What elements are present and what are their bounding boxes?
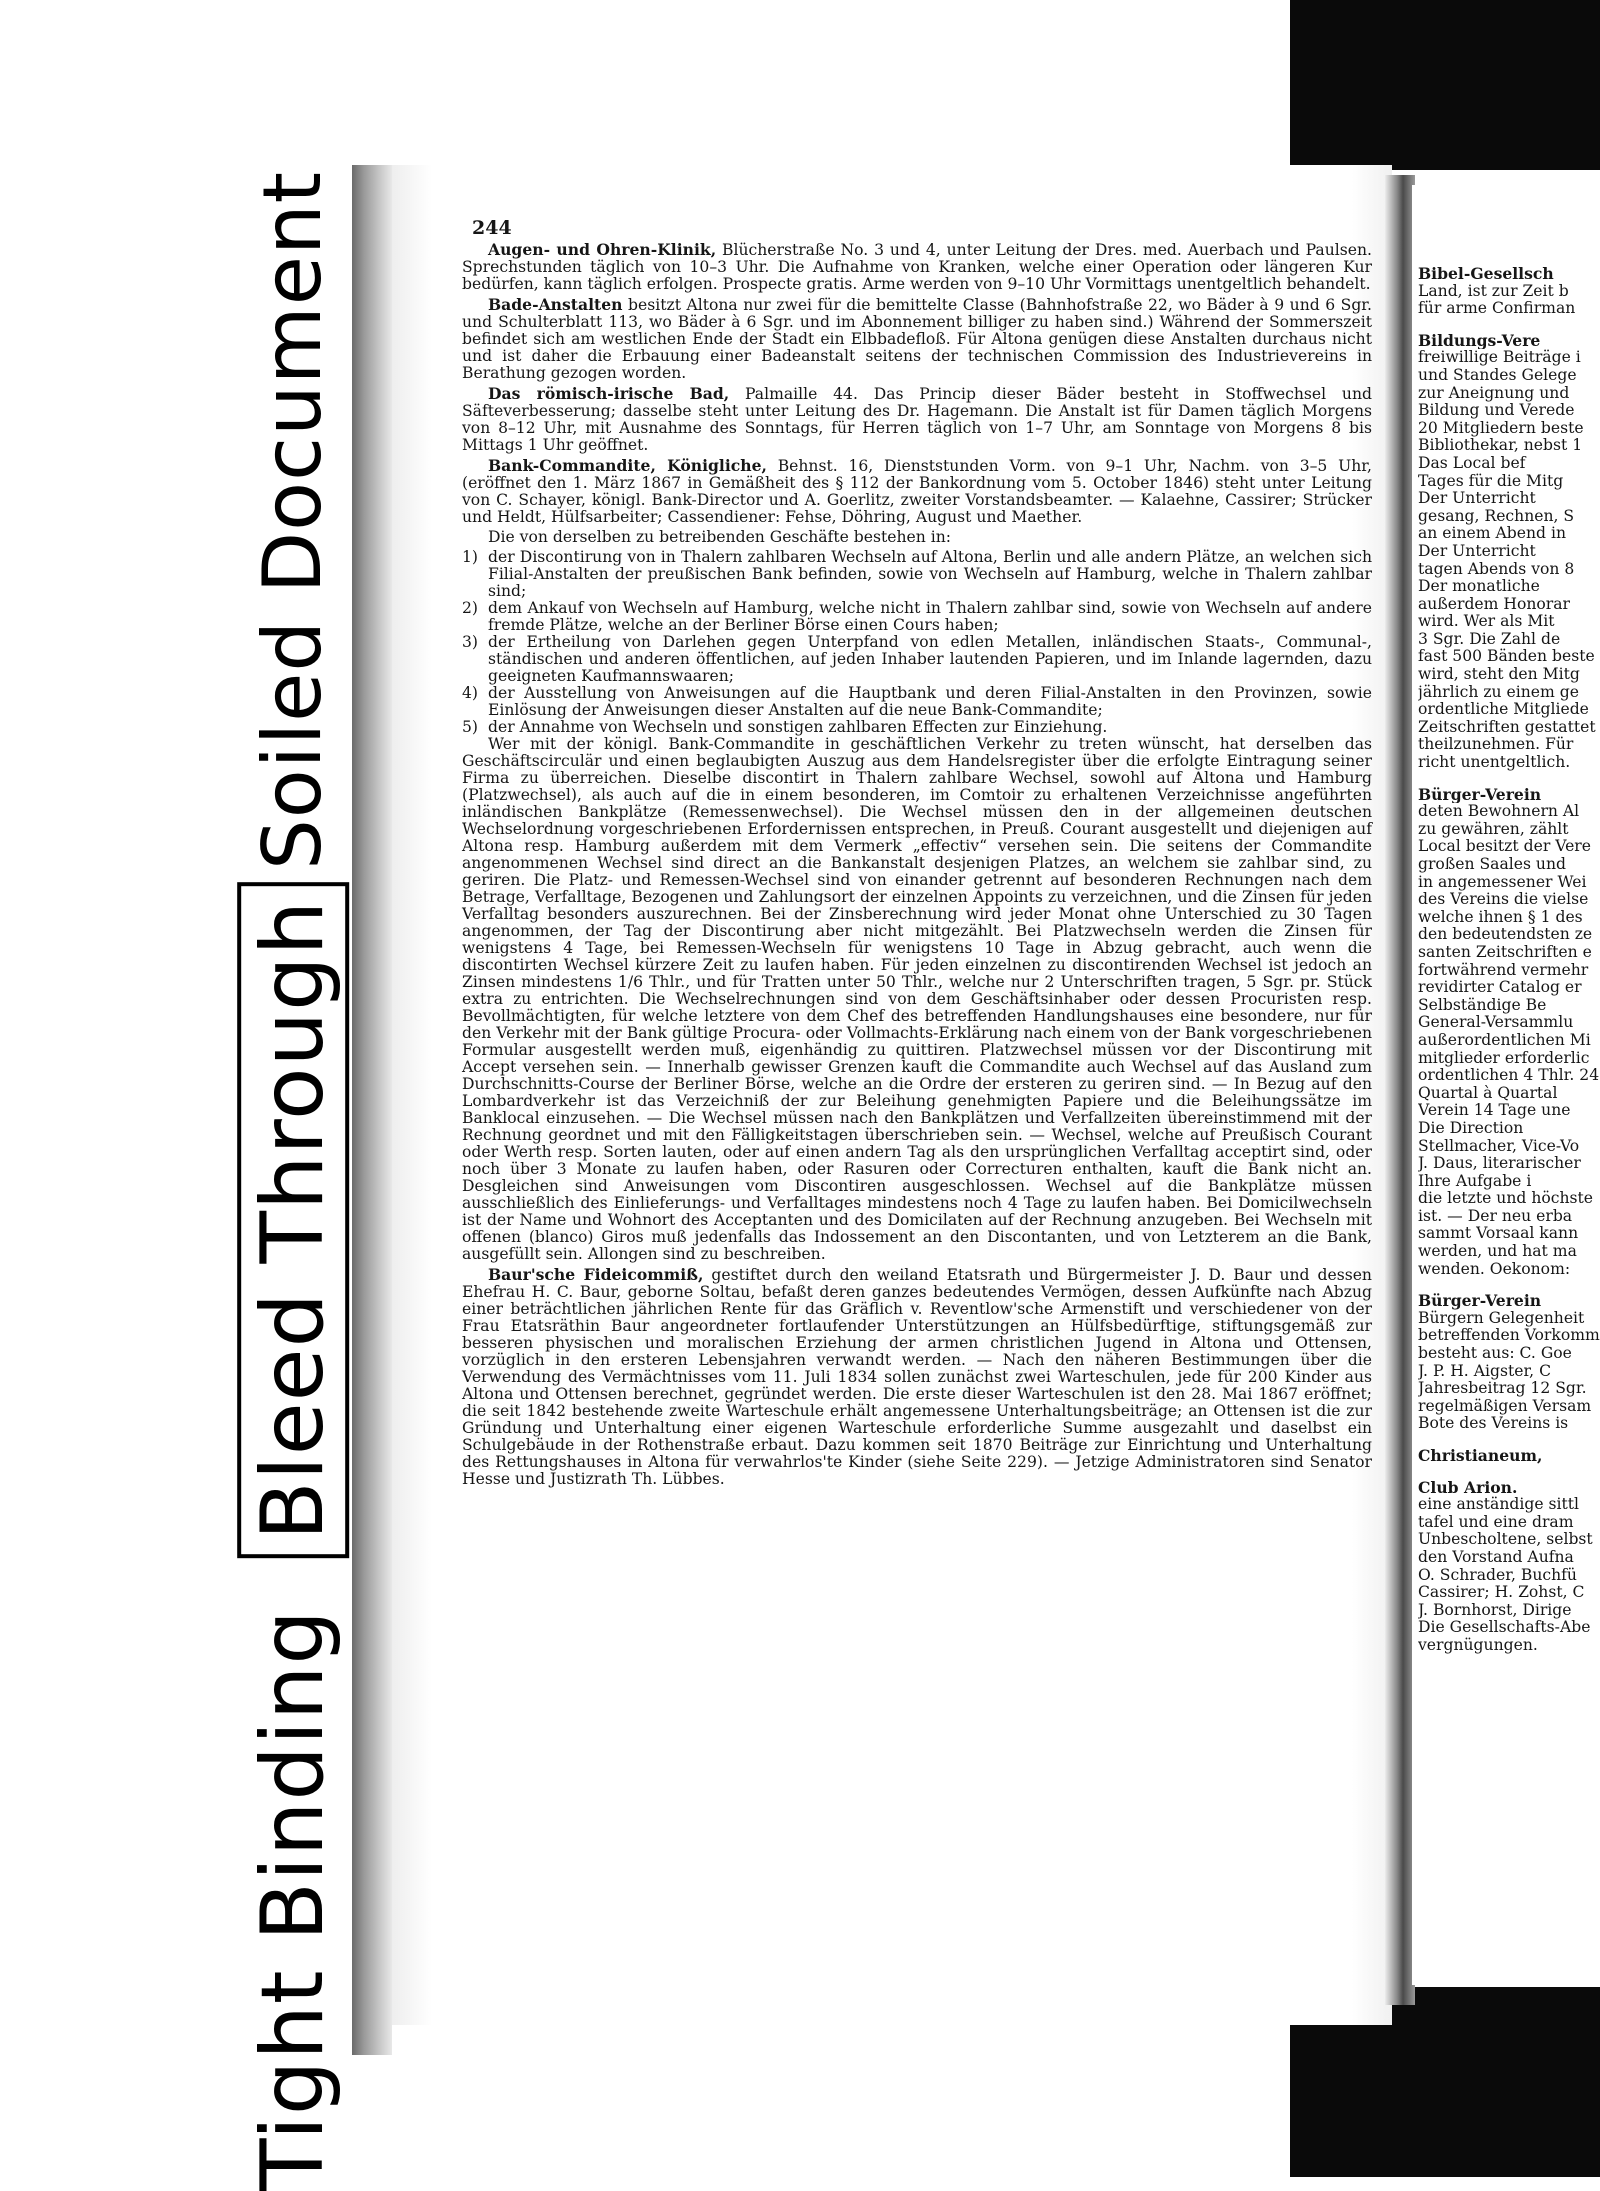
right-page-line: Cassirer; H. Zohst, C — [1418, 1584, 1585, 1602]
right-page-line: jährlich zu einem ge — [1418, 683, 1579, 701]
list-item: 3) der Ertheilung von Darlehen gegen Unterpfand von edlen Metallen, inländischen Staats-, Communal-, ständischen und anderen öffentlichen, auf jeden Inhaber lautenden Papieren, und im Inlande lagernden, dazu geeigneten Kaufmannswaaren; — [462, 633, 1372, 685]
right-page-line: außerdem Honorar — [1418, 595, 1571, 613]
right-page-line: J. Daus, literarischer — [1418, 1155, 1581, 1173]
right-page-line: deten Bewohnern Al — [1418, 803, 1580, 821]
right-page-heading: Bürger-Verein — [1418, 1292, 1542, 1310]
right-page-line: Selbständige Be — [1418, 996, 1547, 1014]
right-page-line: General-Versammlu — [1418, 1014, 1574, 1032]
right-page-line: ist. — Der neu erba — [1418, 1207, 1573, 1225]
right-page-line: Die Gesellschafts-Abe — [1418, 1619, 1591, 1637]
right-page-line: richt unentgeltlich. — [1418, 754, 1571, 772]
right-page-line: freiwillige Beiträge i — [1418, 349, 1581, 367]
right-page-line: Jahresbeitrag 12 Sgr. — [1418, 1380, 1587, 1398]
entry-text: Palmaille 44. Das Princip dieser Bäder besteht in Stoffwechsel und Säfteverbesserung; dasselbe steht unter Leitung des Dr. Hagemann. Die Anstalt ist für Damen täglich Morgens von 8–12 Uhr, mit Ausnahme des Sonntags, für Herren täglich von 1–7 Uhr, am Sonntage von Morgens 8 bis Mittags 1 Uhr geöffnet. — [462, 385, 1372, 454]
right-page-line: eine anständige sittl — [1418, 1496, 1580, 1514]
entry-heading: Das römisch-irische Bad, — [488, 384, 730, 403]
entry-text: Blücherstraße No. 3 und 4, unter Leitung der Dres. med. Auerbach und Paulsen. Sprechstunden täglich von 10–3 Uhr. Die Aufnahme von Kranken, welche einer Operation oder längeren Kur bedürfen, kann täglich erfolgen. Prospecte gratis. Arme werden von 9–10 Uhr Vormittags unentgeltlich behandelt. — [462, 241, 1372, 293]
page-gutter — [1385, 175, 1415, 2005]
right-page-line: wird, steht den Mitg — [1418, 666, 1580, 684]
right-page-line — [1418, 772, 1600, 786]
right-page-line: Quartal à Quartal — [1418, 1084, 1558, 1102]
entry-bank-commandite — [462, 457, 1372, 526]
right-page-line: des Vereins die vielse — [1418, 891, 1589, 909]
right-page-line: ordentliche Mitgliede — [1418, 701, 1589, 719]
right-page-line: Das Local bef — [1418, 454, 1526, 472]
black-border-top — [1290, 0, 1600, 170]
right-page-heading: Bibel-Gesellsch — [1418, 265, 1554, 283]
business-list — [462, 549, 1372, 736]
right-page-line: wenden. Oekonom: — [1418, 1260, 1571, 1278]
right-page-line: mitglieder erforderlic — [1418, 1049, 1590, 1067]
right-page-line: Verein 14 Tage une — [1418, 1102, 1571, 1120]
right-page — [1412, 185, 1600, 1985]
soiled-document-label: Soiled Document — [246, 170, 340, 870]
page-number: 244 — [472, 217, 512, 239]
entry-augen-klinik — [462, 241, 1372, 293]
right-page-heading: Club Arion. — [1418, 1478, 1518, 1497]
entry-baur-fideicommiss — [462, 1266, 1372, 1488]
right-page-line: 3 Sgr. Die Zahl de — [1418, 630, 1561, 648]
right-page-line: sammt Vorsaal kann — [1418, 1225, 1579, 1243]
right-page-line: zu gewähren, zählt — [1418, 820, 1569, 838]
bank-rules-paragraph: Wer mit der königl. Bank-Commandite in geschäftlichen Verkehr zu treten wünscht, hat derselben das Geschäftscirculär und einen beglaubigten Auszug aus dem Handelsregister über die erfolgte Eintragung seiner Firma zu überreichen. Dieselbe discontirt in Thalern zahlbare Wechsel, sowohl auf Altona und Hamburg (Platzwechsel), als auch auf die in einem besonderen, im Comtoir zu erhaltenen Verzeichnisse angeführten inländischen Bankplätze (Remessenwechsel). Die Wechsel müssen den in der allgemeinen deutschen Wechselordnung vorgeschriebenen Erfordernissen entsprechen, in Preuß. Courant ausgestellt und diejenigen auf Altona resp. Hamburg außerdem mit dem Vermerk „effectiv“ versehen sein. Die seitens der Commandite angenommenen Wechsel sind direct an die Bankanstalt desjenigen Platzes, an welchem sie zahlbar sind, zu geriren. Die Platz- und Remessen-Wechsel sind von einander getrennt auf besonderen Rechnungen nach dem Betrage, Verfalltage, Bezogenen und Zahlungsort der einzelnen Appoints zu verzeichnen, und die Zinsen für jeden Verfalltag besonders auszurechnen. Bei der Zinsberechnung wird jeder Monat ohne Unterschied zu 30 Tagen angenommen, der Tag der Discontirung aber nicht mitgezählt. Bei Platzwechseln werden die Zinsen für wenigstens 4 Tage, bei Remessen-Wechseln für wenigstens 10 Tage in Abzug gebracht, auch wenn die discontirten Wechsel kürzere Zeit zu laufen haben. Für jeden einzelnen zu discontirenden Wechsel ist jedoch an Zinsen mindestens 1/6 Thlr., und für Tratten unter 50 Thlr., welche nur 2 Unterschriften tragen, 5 Sgr. pr. Stück extra zu entrichten. Die Wechselrechnungen sind von dem Geschäftsinhaber oder dessen Procuristen resp. Bevollmächtigten, für welche letztere von dem Chef des betreffenden Handlungshauses eine besondere, nur für den Verkehr mit der Bank gültige Procura- oder Vollmachts-Erklärung nach einem von der Bank vorgeschriebenen Formular ausgestellt werden muß, eigenhändig zu quittiren. Platzwechsel müssen vor der Discontirung mit Accept versehen sein. — Innerhalb gewisser Grenzen kauft die Commandite auch Wechsel auf das Ausland zum Durchschnitts-Course der Berliner Börse, welche an die Ordre der ersteren zu geriren sind. — In Bezug auf den Lombardverkehr ist das Verzeichniß der zur Beleihung genehmigten Papiere und die Beleihungssätze im Banklocal einzusehen. — Die Wechsel müssen nach den Bankplätzen und Verfallzeiten übereinstimmend mit der Rechnung geordnet und mit den Fälligkeitstagen überschrieben sein. — Wechsel, welche auf Preußisch Courant oder Werth resp. Sorten lauten, oder auf einen andern Tag als den ursprünglichen Verfalltag acceptirt sind, oder noch über 3 Monate zu laufen haben, oder Rasuren oder Correcturen enthalten, kauft die Bank nicht an. Desgleichen sind Anweisungen vom Discontiren ausgeschlossen. Wechsel auf die Bankplätze müssen ausschließlich des Einlieferungs- und Verfalltages mindestens noch 4 Tage zu laufen haben. Bei Domicilwechseln ist der Name und Wohnort des Acceptanten und des Domicilaten auf der Rechnung anzugeben. Bei Wechseln mit offenen (blanco) Giros muß jedenfalls das Indossement an den Discontanten, und von Letzterem an die Bank, ausgefüllt sein. Allongen sind zu beschreiben. — [462, 735, 1372, 1263]
right-page-line: revidirter Catalog er — [1418, 979, 1582, 997]
entry-text: gestiftet durch den weiland Etatsrath und Bürgermeister J. D. Baur und dessen Ehefrau H. C. Baur, geborne Soltau, befaßt deren ganzes bedeutendes Vermögen, dessen Aufkünfte nach Abzug einer beträchtlichen jährlichen Rente für das Gräflich v. Reventlow'sche Armenstift und verschiedener von der Frau Etatsräthin Baur angeordneter fortlaufender Unterstützungen an Hülfsbedürftige, stiftungsgemäß zur besseren physischen und moralischen Erziehung der armen christlichen Jugend in Altona und Ottensen, vorzüglich in den ersteren Lebensjahren verwandt werden. — Nach den näheren Bestimmungen über die Verwendung des Vermächtnisses vom 11. Juli 1834 sollen zunächst zwei Warteschulen, jede für 200 Kinder aus Altona und Ottensen berechnet, gegründet werden. Die erste dieser Warteschulen ist den 28. Mai 1867 eröffnet; die seit 1842 bestehende zweite Warteschule erhält angemessene Unterhaltungsbeiträge; an Ottensen ist die zur Gründung und Unterhaltung einer eigenen Warteschule erforderliche Summe ausgezahlt und daselbst ein Schulgebäude in der Rothenstraße erbaut. Dazu kommen seit 1870 Beiträge zur Einrichtung und Unterhaltung des Rettungshauses in Altona für verwahrlos'te Kinder (siehe Seite 229). — Jetzige Administratoren sind Senator Hesse und Justizrath Th. Lübbes. — [462, 1266, 1372, 1488]
list-intro: Die von derselben zu betreibenden Geschäfte bestehen in: — [488, 528, 952, 546]
right-page-line: Stellmacher, Vice-Vo — [1418, 1137, 1580, 1155]
right-page-line: betreffenden Vorkomm — [1418, 1327, 1600, 1345]
entry-text: Behnst. 16, Dienststunden Vorm. von 9–1 Uhr, Nachm. von 3–5 Uhr, (eröffnet den 1. März 1867 in Gemäßheit des § 112 der Bankordnung vom 5. October 1846) steht unter Leitung von C. Schayer, königl. Bank-Director und A. Goerlitz, zweiter Vorstandsbeamter. — Kalaehne, Cassirer; Strücker und Heldt, Hülfsarbeiter; Cassendiener: Fehse, Döhring, August und Maether. — [462, 457, 1372, 526]
right-page-line: den bedeutendsten ze — [1418, 926, 1593, 944]
right-page-line — [1418, 1433, 1600, 1447]
right-page-heading: Bildungs-Vere — [1418, 331, 1541, 350]
right-page-line: ordentlichen 4 Thlr. 24 — [1418, 1067, 1600, 1085]
entry-roemisch-irische-bad — [462, 385, 1372, 454]
right-page-line: werden, und hat ma — [1418, 1243, 1577, 1261]
right-page-line: an einem Abend in — [1418, 525, 1567, 543]
right-page-line: außerordentlichen Mi — [1418, 1031, 1591, 1049]
right-page-line: Bote des Vereins is — [1418, 1415, 1569, 1433]
right-page-line: Ihre Aufgabe i — [1418, 1172, 1532, 1190]
right-page-line: besteht aus: C. Goe — [1418, 1345, 1572, 1363]
right-page-line: fortwährend vermehr — [1418, 961, 1589, 979]
right-page-line — [1418, 318, 1600, 332]
right-page-line: in angemessener Wei — [1418, 873, 1587, 891]
label-strip — [228, 170, 358, 2191]
entry-heading: Bank-Commandite, Königliche, — [488, 456, 767, 475]
right-page-text — [1418, 265, 1600, 1655]
right-page-line: O. Schrader, Buchfü — [1418, 1566, 1577, 1584]
tight-binding-label: Tight Binding — [243, 1609, 344, 2191]
right-page-line: zur Aneignung und — [1418, 384, 1570, 402]
entry-heading: Bade-Anstalten — [488, 295, 623, 314]
right-page-line: die letzte und höchste — [1418, 1190, 1594, 1208]
list-item: 1) der Discontirung von in Thalern zahlbaren Wechseln auf Altona, Berlin und alle andern Plätze, an welchen sich Filial-Anstalten der preußischen Bank befinden, sowie von Wechseln auf Hamburg, welche in Thalern zahlbar sind; — [462, 548, 1372, 600]
right-page-line: tafel und eine dram — [1418, 1513, 1574, 1531]
entry-bade-anstalten — [462, 296, 1372, 382]
right-page-line: J. Bornhorst, Dirige — [1418, 1601, 1572, 1619]
right-page-line — [1418, 1465, 1600, 1479]
right-page-line: Bibliothekar, nebst 1 — [1418, 437, 1583, 455]
right-page-line: gesang, Rechnen, S — [1418, 507, 1575, 525]
entry-text: besitzt Altona nur zwei für die bemittelte Classe (Bahnhofstraße 22, wo Bäder à 9 und 6 Sgr. und Schulterblatt 113, wo Bäder à 6 Sgr. und im Abonnement billiger zu haben sind.) Während der Sommerszeit befindet sich am westlichen Ende der Stadt ein Elbbadefloß. Für Altona genügen diese Anstalten durchaus nicht und ist daher die Erbauung einer Badeanstalt seitens der technischen Commission des Industrievereins in Berathung gezogen worden. — [462, 296, 1373, 382]
right-page-line: Der Unterricht — [1418, 490, 1536, 508]
bleed-through-label: Bleed Through — [228, 840, 358, 1600]
right-page-line: Zeitschriften gestattet — [1418, 718, 1596, 736]
right-page-line: Die Direction — [1418, 1119, 1524, 1137]
right-page-line: für arme Confirman — [1418, 300, 1576, 318]
right-page-line: Der Unterricht — [1418, 542, 1536, 560]
right-page-line: großen Saales und — [1418, 856, 1566, 873]
right-page-line: welche ihnen § 1 des — [1418, 908, 1583, 926]
right-page-line: 20 Mitgliedern beste — [1418, 419, 1584, 437]
right-page-line: santen Zeitschriften e — [1418, 943, 1592, 961]
right-page-line: den Vorstand Aufna — [1418, 1548, 1574, 1566]
right-page-line: Land, ist zur Zeit b — [1418, 282, 1569, 300]
right-page-line: Bürgern Gelegenheit — [1418, 1309, 1585, 1327]
list-item: 2) dem Ankauf von Wechseln auf Hamburg, welche nicht in Thalern zahlbar sind, sowie von Wechseln auf andere fremde Plätze, welche an der Berliner Börse einen Cours haben; — [462, 599, 1372, 634]
right-page-line: Bildung und Verede — [1418, 402, 1575, 420]
right-page-line: Tages für die Mitg — [1418, 472, 1564, 490]
list-item: 4) der Ausstellung von Anweisungen auf die Hauptbank und deren Filial-Anstalten in den Provinzen, sowie Einlösung der Anweisungen dieser Anstalten auf die neue Bank-Commandite; — [462, 684, 1372, 719]
right-page-line: Der monatliche — [1418, 578, 1540, 596]
right-page-line: Local besitzt der Vere — [1418, 838, 1591, 856]
right-page-line: J. P. H. Aigster, C — [1418, 1362, 1552, 1380]
right-page-line: fast 500 Bänden beste — [1418, 648, 1595, 666]
right-page-line: Unbescholtene, selbst — [1418, 1531, 1593, 1549]
right-page-heading: Bürger-Verein — [1418, 785, 1542, 804]
main-text-column — [462, 217, 1373, 1491]
right-page-line: regelmäßigen Versam — [1418, 1397, 1592, 1415]
right-page-heading: Christianeum, — [1418, 1447, 1543, 1465]
right-page-line: tagen Abends von 8 — [1418, 560, 1575, 578]
right-page-line — [1418, 1278, 1600, 1292]
binding-shadow — [352, 165, 392, 2055]
right-page-line: wird. Wer als Mit — [1418, 613, 1555, 631]
list-item: 5) der Annahme von Wechseln und sonstigen zahlbaren Effecten zur Einziehung. — [462, 718, 1108, 736]
right-page-line: theilzunehmen. Für — [1418, 736, 1574, 754]
right-page-line: und Standes Gelege — [1418, 366, 1577, 384]
right-page-line: vergnügungen. — [1418, 1636, 1538, 1654]
entry-heading: Baur'sche Fideicommiß, — [488, 1265, 704, 1284]
entry-heading: Augen- und Ohren-Klinik, — [488, 240, 717, 259]
